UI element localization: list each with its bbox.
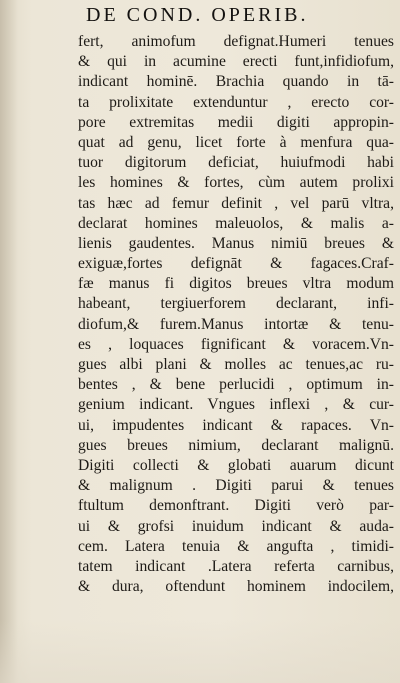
text-line: gues breues nimium, declarant malignū.: [78, 436, 394, 454]
running-title: DE COND. OPERIB.: [86, 4, 309, 26]
page-body-text: [78, 32, 394, 597]
text-line: diofum,& furem.Manus intortæ & tenu-: [78, 315, 394, 333]
text-line: Digiti collecti & globati auarum dicunt: [78, 456, 394, 474]
text-line: quat ad genu, licet forte à menfura qua-: [78, 133, 394, 151]
text-line: les homines & fortes, cùm autem prolixi: [78, 174, 394, 192]
text-line: habeant, tergiuerforem declarant, infi-: [78, 295, 394, 313]
text-line: & malignum . Digiti parui & tenues: [78, 477, 394, 495]
text-line: & qui in acumine erecti funt,infidiofum,: [78, 53, 394, 71]
text-line: es , loquaces fignificant & voracem.Vn-: [78, 335, 394, 353]
text-line: ta prolixitate extenduntur , erecto cor-: [78, 93, 394, 111]
text-line: ui & grofsi inuidum indicant & auda-: [78, 517, 394, 535]
text-line: ftultum demonftrant. Digiti verò par-: [78, 497, 394, 515]
text-line: tuor digitorum deficiat, huiufmodi habi: [78, 154, 394, 172]
text-line: gues albi plani & molles ac tenues,ac ru-: [78, 356, 394, 373]
text-line: bentes , & bene perlucidi , optimum in-: [78, 376, 394, 394]
text-line: tas hæc ad femur definit , vel parū vltra,: [78, 194, 394, 212]
text-line: genium indicant. Vngues inflexi , & cur-: [78, 396, 394, 414]
text-line: fæ manus fi digitos breues vltra modum: [78, 275, 394, 293]
text-line: fert, animofum defignat.Humeri tenues: [78, 33, 394, 50]
text-line: pore extremitas medii digiti appropin-: [78, 113, 394, 131]
page-gutter-shadow: [0, 0, 18, 683]
text-line: & dura, oftendunt hominem indocilem,: [78, 578, 394, 596]
text-line: exiguæ,fortes defignāt & fagaces.Craf-: [78, 255, 394, 273]
text-line: declarat homines maleuolos, & malis a-: [78, 214, 394, 232]
text-line: lienis gaudentes. Manus nimiū breues &: [78, 234, 394, 252]
page-bottom-margin: [0, 620, 400, 683]
text-line: cem. Latera tenuia & angufta , timidi-: [78, 537, 394, 555]
text-line: tatem indicant .Latera referta carnibus,: [78, 557, 394, 575]
text-line: ui, impudentes indicant & rapaces. Vn-: [78, 416, 394, 434]
text-line: indicant hominē. Brachia quando in tā-: [78, 73, 394, 91]
